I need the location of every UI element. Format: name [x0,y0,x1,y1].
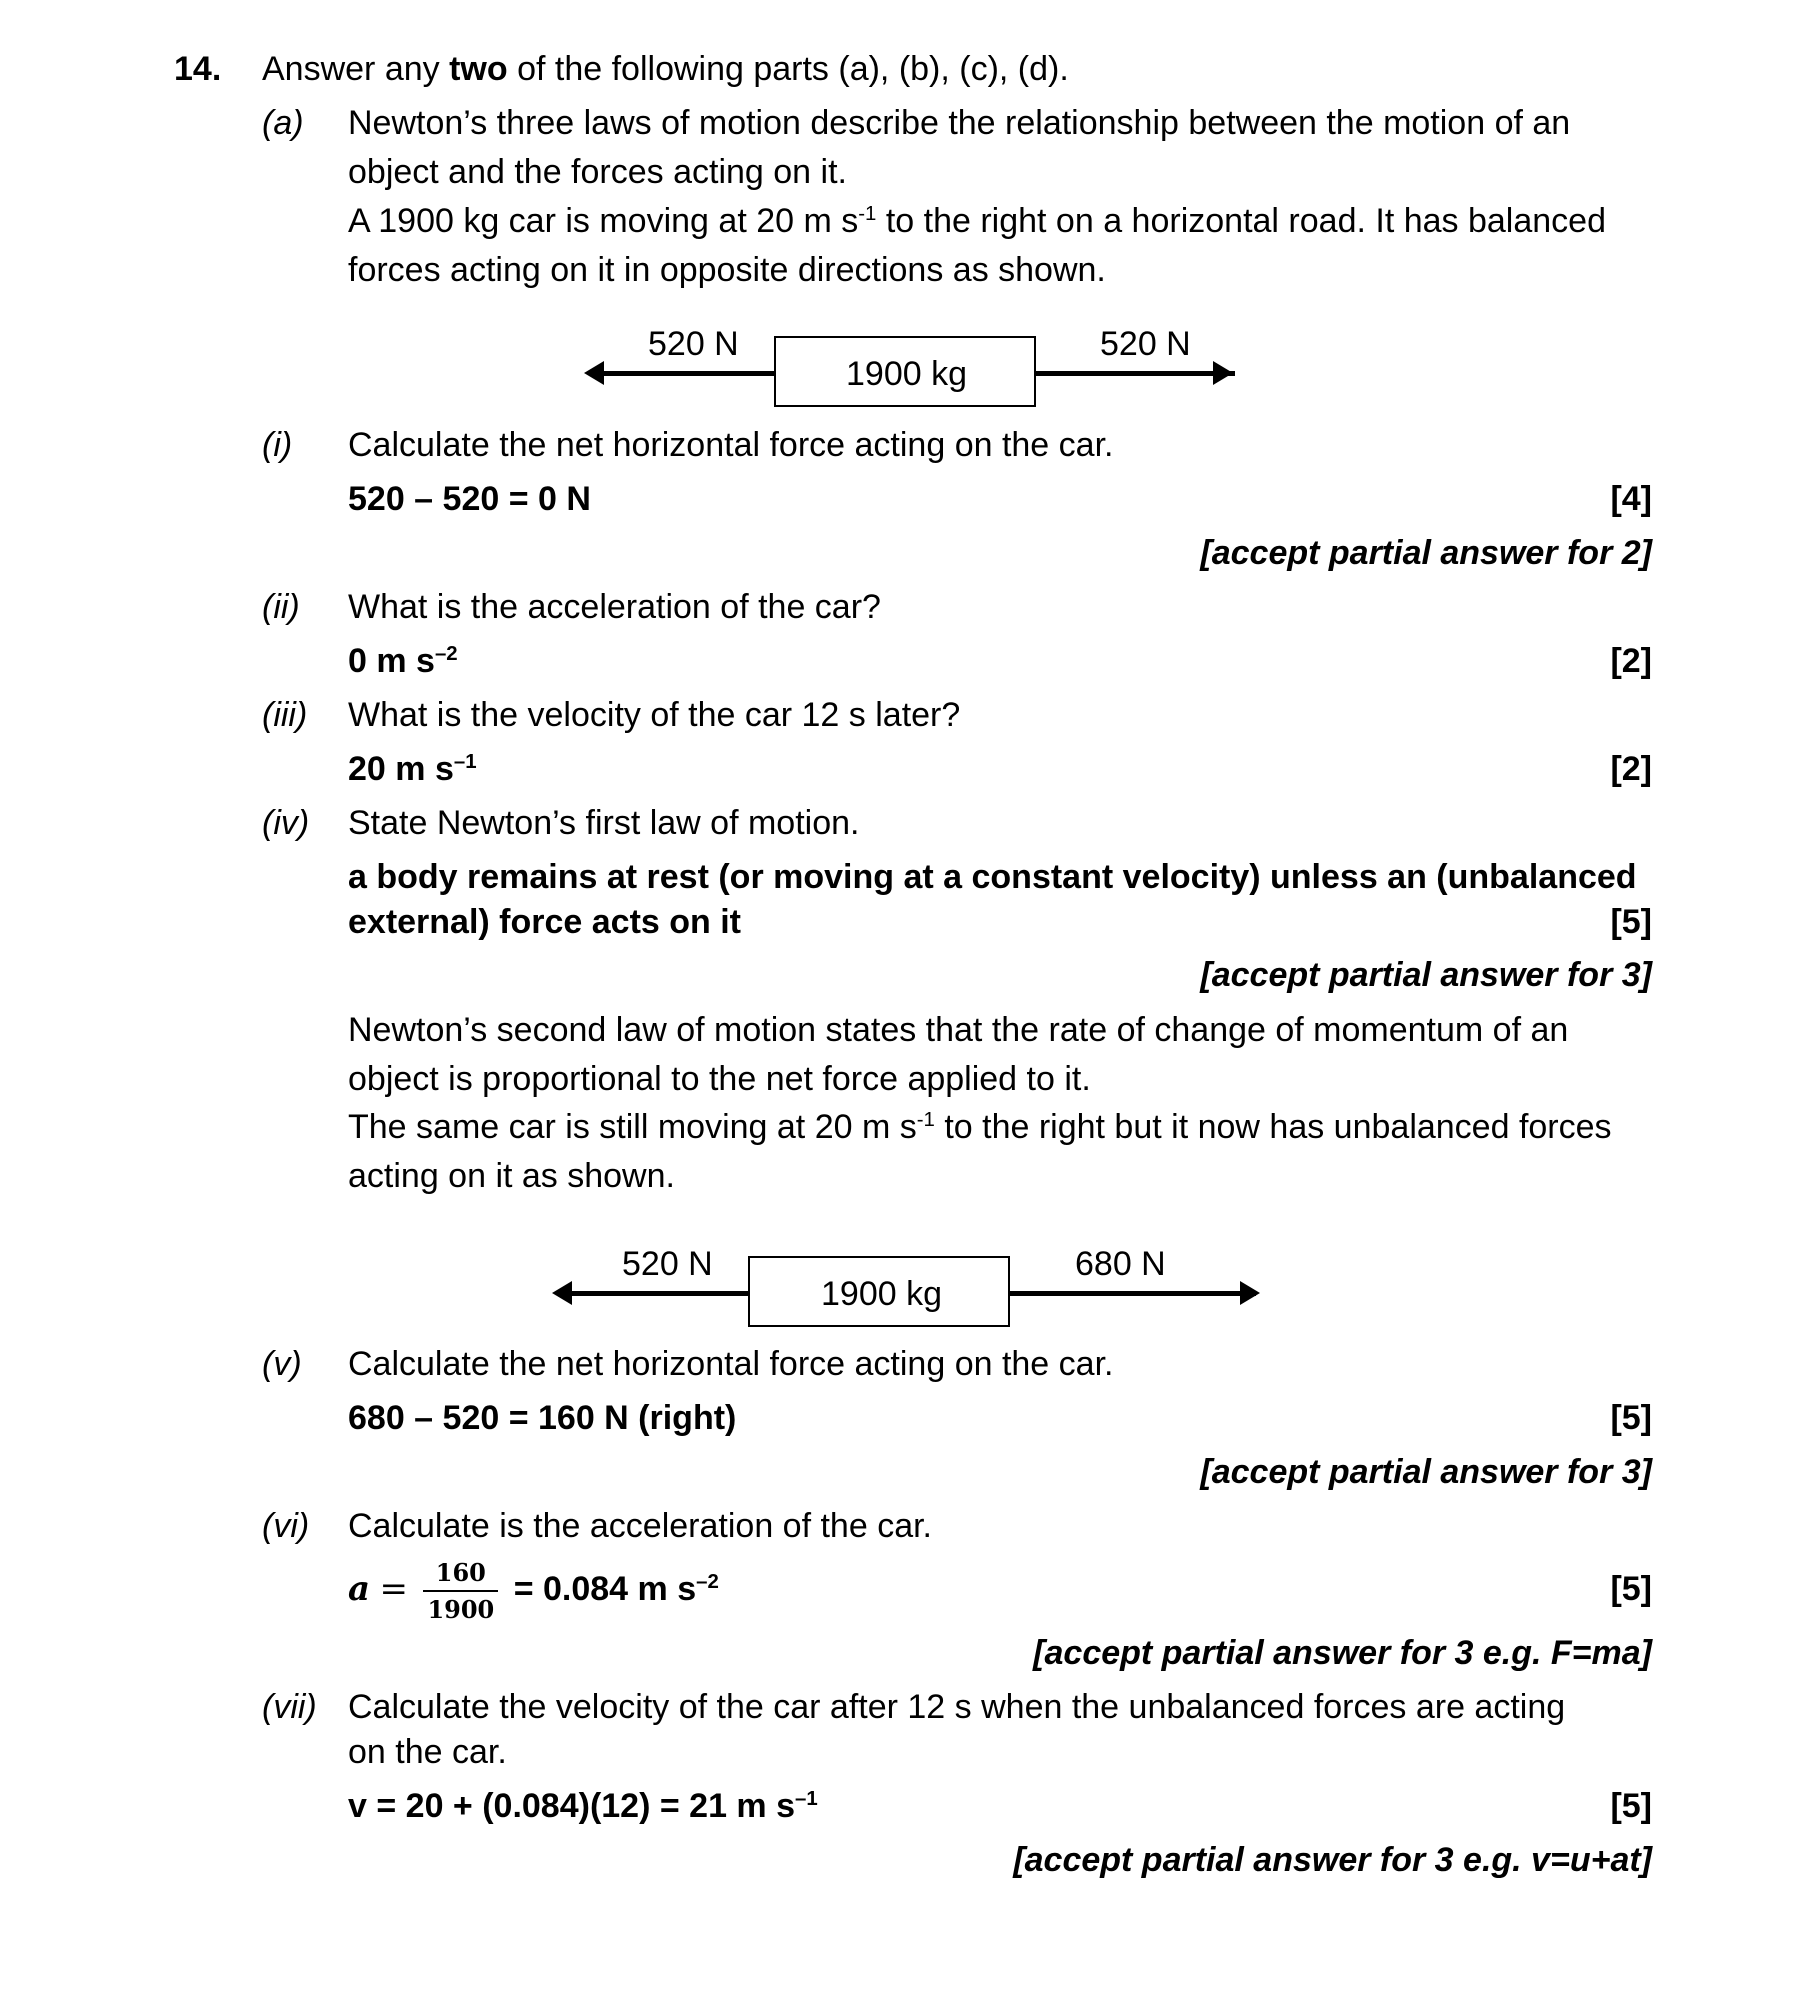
fraction: $\frac{160}{1900}$ [423,1558,498,1624]
partial-credit-note: [accept partial answer for 2] [1200,534,1652,572]
second-law-line: Newton’s second law of motion states that the rate of change of momentum of an [348,1011,1569,1049]
subpart-label: (vi) [262,1507,310,1545]
right-arrowhead-icon [1213,361,1233,385]
equation-variable: a [348,1568,371,1609]
marks: [5] [1610,903,1652,941]
second-law-line: acting on it as shown. [348,1157,675,1195]
partial-credit-note: [accept partial answer for 3 e.g. v=u+at] [1013,1841,1652,1879]
marks: [5] [1610,1787,1652,1825]
partial-credit-note: [accept partial answer for 3] [1200,1453,1652,1491]
subpart-question: What is the velocity of the car 12 s later? [348,696,961,734]
left-arrowhead-icon [584,361,604,385]
intro-bold: two [449,50,508,88]
subpart-answer: 680 – 520 = 160 N (right) [348,1399,737,1437]
right-arrow [1008,1291,1256,1296]
marks: [5] [1610,1570,1652,1608]
subpart-label: (v) [262,1345,302,1383]
left-arrowhead-icon [552,1281,572,1305]
subpart-question: Calculate the net horizontal force acting on the car. [348,1345,1114,1383]
scenario-line: forces acting on it in opposite directions as shown. [348,251,1106,289]
question-instruction [262,52,1069,86]
subpart-answer: 20 m $s^{-1}$ [348,750,477,788]
left-arrow [568,1291,750,1296]
subpart-answer-line: a body remains at rest (or moving at a constant velocity) unless an (unbalanced [348,858,1637,896]
subpart-label: (ii) [262,588,300,626]
marks: [2] [1610,642,1652,680]
part-label: (a) [262,104,304,142]
subpart-label: (iv) [262,804,310,842]
subpart-answer-line: external) force acts on it [348,903,742,941]
right-force-label: 520 N [1100,325,1191,363]
left-force-label: 520 N [622,1245,713,1283]
right-force-label: 680 N [1075,1245,1166,1283]
partial-credit-note: [accept partial answer for 3] [1200,956,1652,994]
acceleration-equation: a = $\frac{160}{1900}$ = 0.084 m $s^{-2}$ [348,1558,719,1624]
subpart-answer: 520 – 520 = 0 N [348,480,591,518]
left-arrow [600,371,775,376]
subpart-label: (vii) [262,1688,317,1726]
partial-credit-note: [accept partial answer for 3 e.g. F=ma] [1033,1634,1652,1672]
intro-paragraph-line: object and the forces acting on it. [348,153,847,191]
second-law-line: The same car is still moving at 20 m $s^{-1}$ to the right but it now has unbalanced forces [348,1108,1612,1146]
left-force-label: 520 N [648,325,739,363]
right-arrowhead-icon [1240,1281,1260,1305]
intro-paragraph-line: Newton’s three laws of motion describe the relationship between the motion of an [348,104,1571,142]
subpart-question: State Newton’s first law of motion. [348,804,860,842]
subpart-question-line: on the car. [348,1733,507,1771]
intro-text: Answer any [262,50,450,88]
mass-label: 1900 kg [846,355,967,393]
scenario-line: A 1900 kg car is moving at 20 m $s^{-1}$ to the right on a horizontal road. It has balanced [348,202,1606,240]
intro-text-end: of the following parts (a), (b), (c), (d). [507,50,1069,88]
marks: [5] [1610,1399,1652,1437]
marks: [4] [1610,480,1652,518]
right-arrow [1035,371,1235,376]
subpart-answer: v = 20 + (0.084)(12) = 21 m $s^{-1}$ [348,1787,818,1825]
marks: [2] [1610,750,1652,788]
subpart-label: (i) [262,426,293,464]
question-number: 14. [174,50,222,88]
second-law-line: object is proportional to the net force applied to it. [348,1060,1091,1098]
subpart-question-line: Calculate the velocity of the car after 12 s when the unbalanced forces are acting [348,1688,1566,1726]
subpart-label: (iii) [262,696,308,734]
subpart-question: Calculate is the acceleration of the car. [348,1507,932,1545]
subpart-question: What is the acceleration of the car? [348,588,881,626]
subpart-answer: 0 m $s^{-2}$ [348,642,458,680]
subpart-question: Calculate the net horizontal force acting on the car. [348,426,1114,464]
mass-label: 1900 kg [821,1275,942,1313]
